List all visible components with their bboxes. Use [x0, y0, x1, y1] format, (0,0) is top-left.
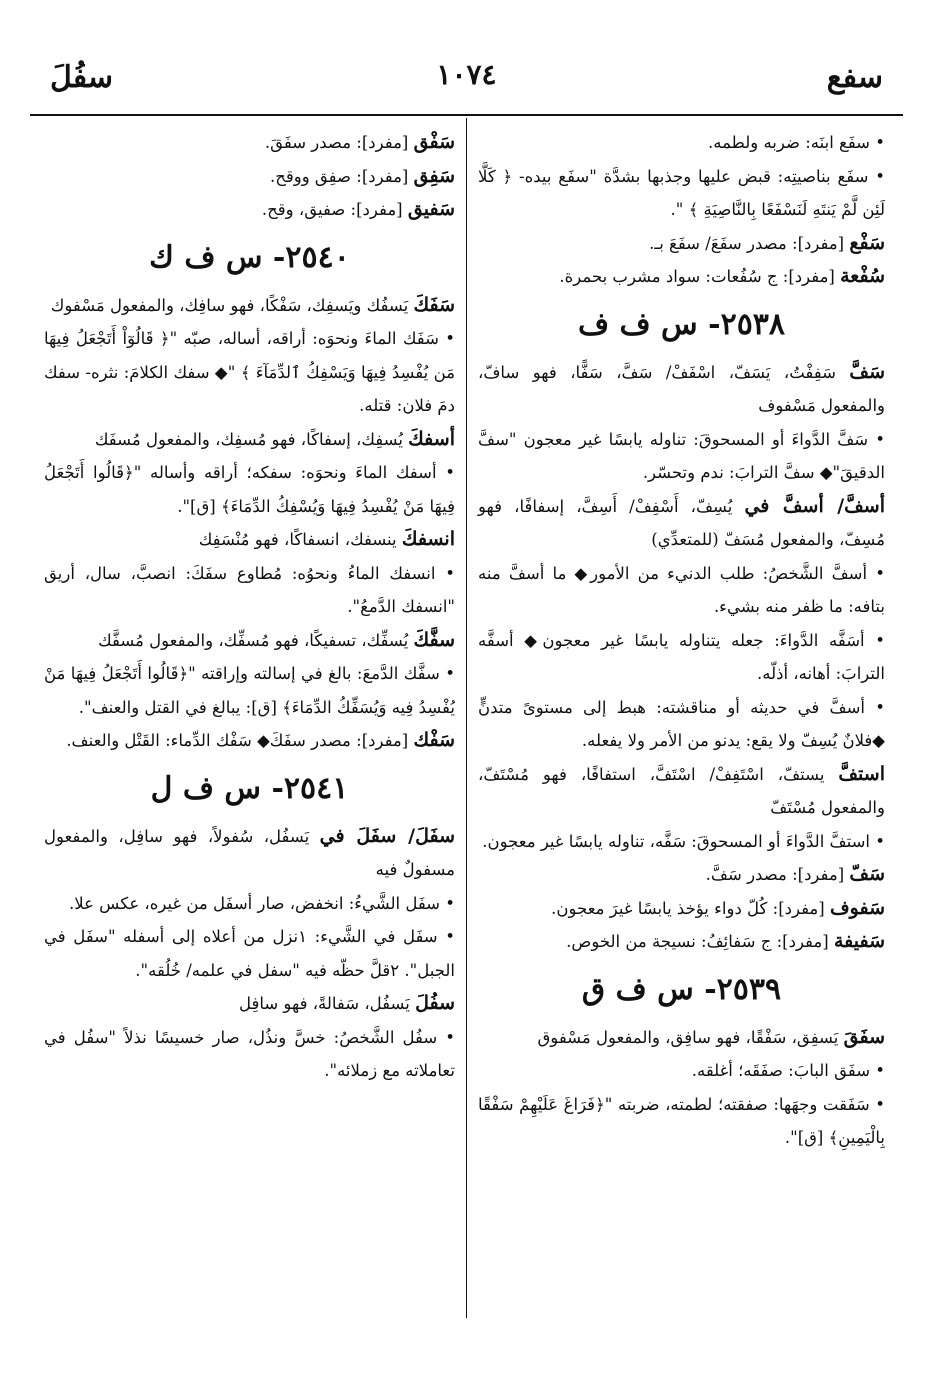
sense-line: • سفَل في الشَّيء: ١نزل من أعلاه إلى أسفله "سفَل في الجبل". ٢قلَّ حظّه فيه "سفل في علمه/ خُلُقه". [44, 927, 455, 980]
dictionary-entry [44, 193, 455, 227]
dictionary-entry [478, 356, 885, 423]
entry-definition: [مفرد]: مصدر سفَكَ◆ سَفْك الدِّماء: القَتْل والعنف. [66, 731, 414, 750]
sense-line: • أسَفَّه الدَّواءَ: جعله يتناوله يابسًا غير معجون◆ أسفَّه الترابَ: أهانه، أذلّه. [478, 630, 885, 683]
entry-definition: سَفِفْتُ، يَسَفّ، اسْفَفْ/ سَفَّ، سَفًّا، فهو سافّ، والمفعول مَسْفوف [478, 362, 885, 415]
page-header [30, 52, 903, 112]
sense-line: • أسفَّ في حديثه أو مناقشته: هبط إلى مستوىً متدنٍّ ◆فلانٌ يُسِفّ ولا يقع: يدنو من الأمر ولا يفعله. [478, 697, 885, 750]
dictionary-entry [478, 925, 885, 959]
entry-definition: [مفرد]: مصدر سفَعَ/ سفَعَ بـ. [649, 233, 850, 253]
sense-line: • سفَّك الدَّمعَ: بالغ في إسالته وإراقته "﴿قَالُوا أَتَجْعَلُ فِيهَا مَنْ يُفْسِدُ فِيه وَيُسَفِّكُ الدِّمَاءَ﴾ [ق]: يبالغ في القتل والعنف". [44, 664, 455, 717]
dictionary-entry [478, 858, 885, 892]
entry-definition: يستفّ، اسْتَفِفْ/ اسْتَفَّ، استفافًا، فهو مُسْتَفّ، والمفعول مُسْتَفّ [478, 764, 885, 817]
sense-line: • سفُل الشَّخصُ: خسَّ ونذُل، صار خسيسًا نذلاً "سفُل في تعاملاته مع زملائه". [44, 1027, 455, 1080]
entry-lemma: سَفوف [829, 896, 885, 919]
sense-line: • أسفَّ الشَّخصُ: طلب الدنيء من الأمور◆ ما أسفَّ منه بتافه: ما ظفر منه بشيء. [478, 563, 885, 616]
dictionary-entry [478, 490, 885, 557]
root-heading: ٢٥٤٠- س ف ك [149, 239, 350, 275]
entry-lemma: سَفِق [413, 164, 455, 187]
entry-definition: يَسفُك ويَسفِك، سَفْكًا، فهو سافِك، والمفعول مَسْفوك [50, 295, 414, 315]
sense-line: • أسفك الماءَ ونحوَه: سفكه؛ أراقه وأساله "﴿قَالُوا أَتَجْعَلُ فِيهَا مَنْ يُفْسِدُ فِيهَا وَيُسْفِكُ الدِّمَاءَ﴾ [ق]". [44, 463, 455, 516]
entry-lemma: انسفكَ [401, 528, 455, 550]
left-column [44, 126, 455, 1088]
dictionary-entry [478, 227, 885, 261]
entry-lemma: سَفيفة [833, 930, 885, 952]
entry-definition: يَسفُل، سُفولاً، فهو سافِل، والمفعول مسفولٌ فيه [44, 826, 455, 879]
dictionary-entry [44, 423, 455, 457]
dictionary-entry [44, 820, 455, 887]
entry-definition: يُسِفّ، أَسْفِفْ/ أَسِفَّ، إسفافًا، فهو مُسِفّ، والمفعول مُسَفّ (للمتعدِّي) [478, 496, 885, 549]
dictionary-entry [44, 160, 455, 194]
entry-definition: [مفرد]: مصدر سَفَّ. [705, 865, 850, 884]
entry-lemma: استفَّ [838, 762, 885, 785]
entry-definition: يَسفُل، سَفالةً، فهو سافِل [238, 994, 416, 1013]
entry-lemma: سفُلَ [415, 992, 455, 1014]
entry-lemma: سَفيق [407, 198, 455, 220]
dictionary-entry [44, 289, 455, 323]
root-heading: ٢٥٣٩- س ف ق [581, 971, 782, 1007]
entry-lemma: سَفْق [413, 131, 455, 153]
dictionary-entry [478, 260, 885, 294]
header-left-word: سفُلَ [50, 60, 114, 95]
entry-definition: ينسفك، انسفاكًا، فهو مُنْسَفِك [198, 530, 402, 549]
root-heading: ٢٥٣٨- س ف ف [577, 306, 786, 342]
dictionary-entry [44, 523, 455, 557]
root-heading: ٢٥٤١- س ف ل [150, 770, 349, 806]
dictionary-entry [44, 624, 455, 658]
dictionary-entry [478, 758, 885, 825]
entry-lemma: سفَلَ/ سفَلَ في [319, 824, 455, 847]
entry-lemma: أسفكَ [408, 427, 455, 450]
sense-line: • سَفَك الماءَ ونحوَه: أراقه، أساله، صبّه "﴿ قَالُوٓاْ أَتَجْعَلُ فِيهَا مَن يُفْسِدُ فِيهَا وَيَسْفِكُ ٱلدِّمَآءَ ﴾ "◆ سفك الكلامَ: نثره- سفك دمَ فلان: قتله. [44, 329, 455, 415]
sense-line: • سَفَقت وجهَها: صفقته؛ لطمته، ضربته "﴿فَرَاغَ عَلَيْهِمْ سَفْقًا بِالْيَمِينِ﴾ [ق]". [478, 1094, 885, 1147]
entry-definition: [مفرد]: ج سَفائِفُ: نسيجة من الخوص. [566, 932, 834, 951]
entry-lemma: سفَقَ [843, 1025, 885, 1048]
entry-definition: [مفرد]: مصدر سفَقَ. [264, 133, 414, 152]
entry-definition: [مفرد]: صفِق ووقح. [269, 166, 414, 186]
entry-lemma: سَفَّ [849, 360, 885, 383]
entry-lemma: سَفّ [849, 863, 885, 885]
entry-lemma: سَفْك [413, 729, 455, 751]
page-number: ١٠٧٤ [436, 58, 497, 91]
entry-lemma: أسفَّ/ أسفَّ في [744, 494, 885, 517]
right-column [478, 126, 885, 1155]
sense-line: • سفَع ابنَه: ضربه ولطمه. [708, 133, 885, 152]
dictionary-entry [478, 1021, 885, 1055]
column-divider [466, 118, 467, 1318]
entry-definition: يَسفِق، سَفْقًا، فهو سافِق، والمفعول مَسْفوق [537, 1027, 844, 1047]
entry-definition: [مفرد]: صفيق، وقح. [261, 200, 408, 219]
entry-definition: يُسفِّك، تسفيكًا، فهو مُسفِّك، والمفعول مُسفَّك [98, 630, 414, 650]
entry-lemma: سفَّكَ [413, 628, 455, 651]
sense-line: • سفَع بناصيتِه: قبض عليها وجذبها بشدَّة "سفَع بيده- ﴿ كَلَّا لَئِن لَّمْ يَنتَهِ لَنَسْفَعًا بِالنَّاصِيَةِ ﴾ ". [478, 166, 885, 219]
entry-lemma: سَفْع [849, 231, 885, 254]
sense-line: • سفَل الشَّيءُ: انخفض، صار أسفَل من غيره، عكس علا. [69, 893, 455, 913]
entry-definition: يُسفِك، إسفاكًا، فهو مُسفِك، والمفعول مُسفَك [94, 429, 409, 449]
dictionary-entry [44, 126, 455, 160]
entry-definition: [مفرد]: ج سُفُعات: سواد مشرب بحمرة. [559, 267, 841, 286]
header-right-word: سفع [826, 60, 883, 95]
entry-lemma: سُفْعة [840, 265, 885, 287]
sense-line: • انسفك الماءُ ونحوُه: مُطاوع سفَكَ: انصبَّ، سال، أريق "انسفك الدَّمعُ". [44, 563, 455, 616]
sense-line: • سَفَّ الدَّواءَ أو المسحوقَ: تناوله يابسًا غير معجون "سفَّ الدقيقَ"◆ سفَّ الترابَ: ندم وتحسّر. [478, 429, 885, 482]
dictionary-entry [478, 892, 885, 926]
header-rule [30, 114, 903, 116]
dictionary-entry [44, 724, 455, 758]
sense-line: • استفَّ الدَّواءَ أو المسحوقَ: سَفَّه، تناوله يابسًا غير معجون. [482, 831, 885, 851]
entry-lemma: سَفَكَ [413, 293, 455, 316]
dictionary-entry [44, 987, 455, 1021]
sense-line: • سفَق البابَ: صفَقَه؛ أغلقه. [691, 1061, 885, 1080]
entry-definition: [مفرد]: كُلّ دواء يؤخذ يابسًا غيرَ معجون. [551, 898, 830, 918]
